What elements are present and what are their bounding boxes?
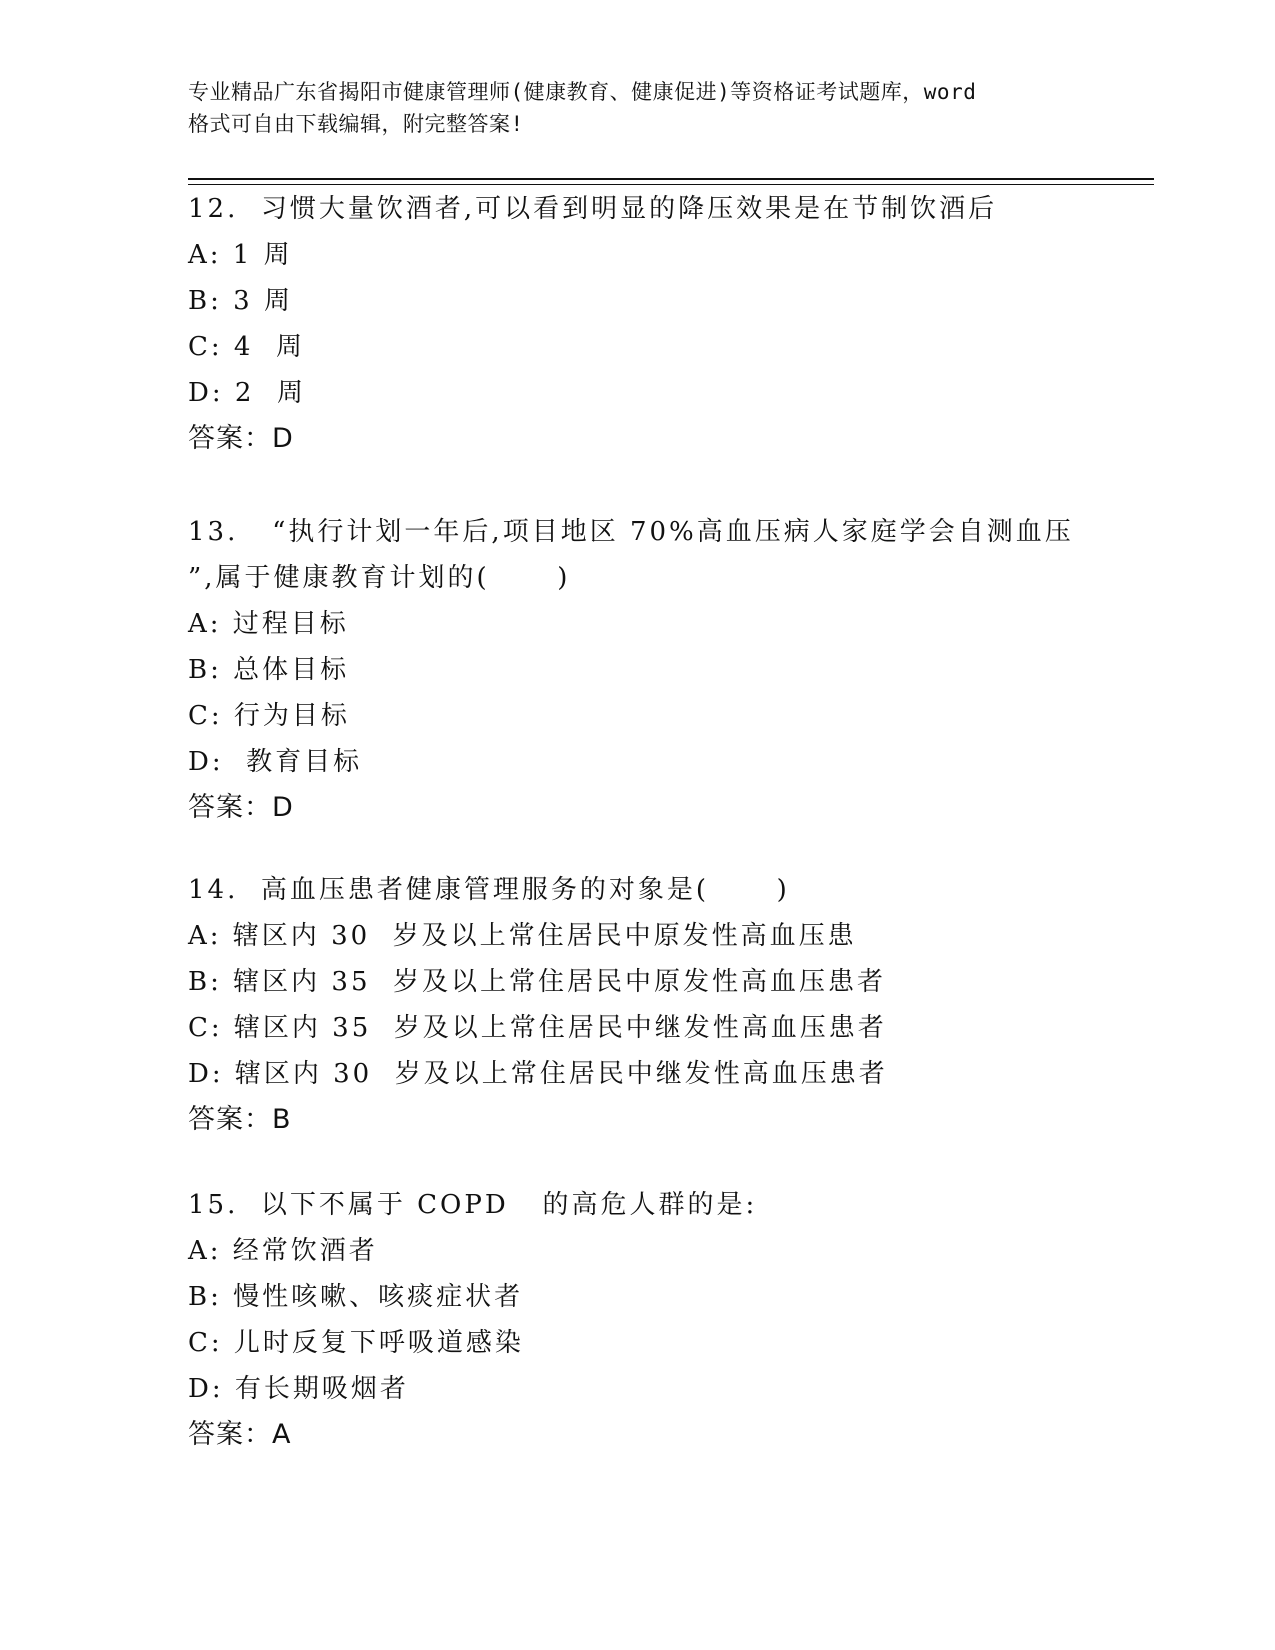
option-b: B: 3 周 (188, 286, 293, 316)
option-a: A: 辖区内 30 岁及以上常住居民中原发性高血压患 (188, 921, 857, 951)
header-divider-thick (188, 178, 1154, 180)
header-divider-thin (188, 184, 1154, 185)
question-13 (188, 509, 1138, 831)
option-d: D: 辖区内 30 岁及以上常住居民中继发性高血压患者 (188, 1059, 888, 1089)
header-line-1: 专业精品广东省揭阳市健康管理师(健康教育、健康促进)等资格证考试题库，word (188, 80, 977, 104)
question-14 (188, 867, 1138, 1143)
option-c: C: 4 周 (188, 332, 305, 362)
question-stem: 15. 以下不属于 COPD 的高危人群的是: (188, 1190, 758, 1220)
option-c: C: 辖区内 35 岁及以上常住居民中继发性高血压患者 (188, 1013, 887, 1043)
option-b: B: 慢性咳嗽、咳痰症状者 (188, 1282, 524, 1312)
question-15 (188, 1182, 1138, 1458)
question-stem: 12. 习惯大量饮酒者,可以看到明显的降压效果是在节制饮酒后 (188, 194, 998, 224)
question-stem-continued: ”,属于健康教育计划的( ) (188, 563, 571, 593)
question-12 (188, 186, 1138, 462)
option-b: B: 总体目标 (188, 655, 350, 685)
option-c: C: 儿时反复下呼吸道感染 (188, 1328, 524, 1358)
option-d: D: 有长期吸烟者 (188, 1374, 409, 1404)
answer-line: 答案：D (188, 423, 294, 454)
header-line-2: 格式可自由下载编辑，附完整答案! (188, 112, 524, 136)
option-d: D: 2 周 (188, 378, 306, 408)
question-stem: 14. 高血压患者健康管理服务的对象是( ) (188, 875, 790, 905)
answer-line: 答案：B (188, 1104, 292, 1135)
option-c: C: 行为目标 (188, 701, 350, 731)
option-d: D: 教育目标 (188, 747, 363, 777)
answer-line: 答案：A (188, 1419, 292, 1450)
option-a: A: 经常饮酒者 (188, 1236, 378, 1266)
option-a: A: 过程目标 (188, 609, 349, 639)
question-stem: 13. “执行计划一年后,项目地区 70%高血压病人家庭学会自测血压 (188, 517, 1074, 547)
document-header (188, 76, 1088, 140)
option-b: B: 辖区内 35 岁及以上常住居民中原发性高血压患者 (188, 967, 887, 997)
answer-line: 答案：D (188, 792, 294, 823)
option-a: A: 1 周 (188, 240, 293, 270)
